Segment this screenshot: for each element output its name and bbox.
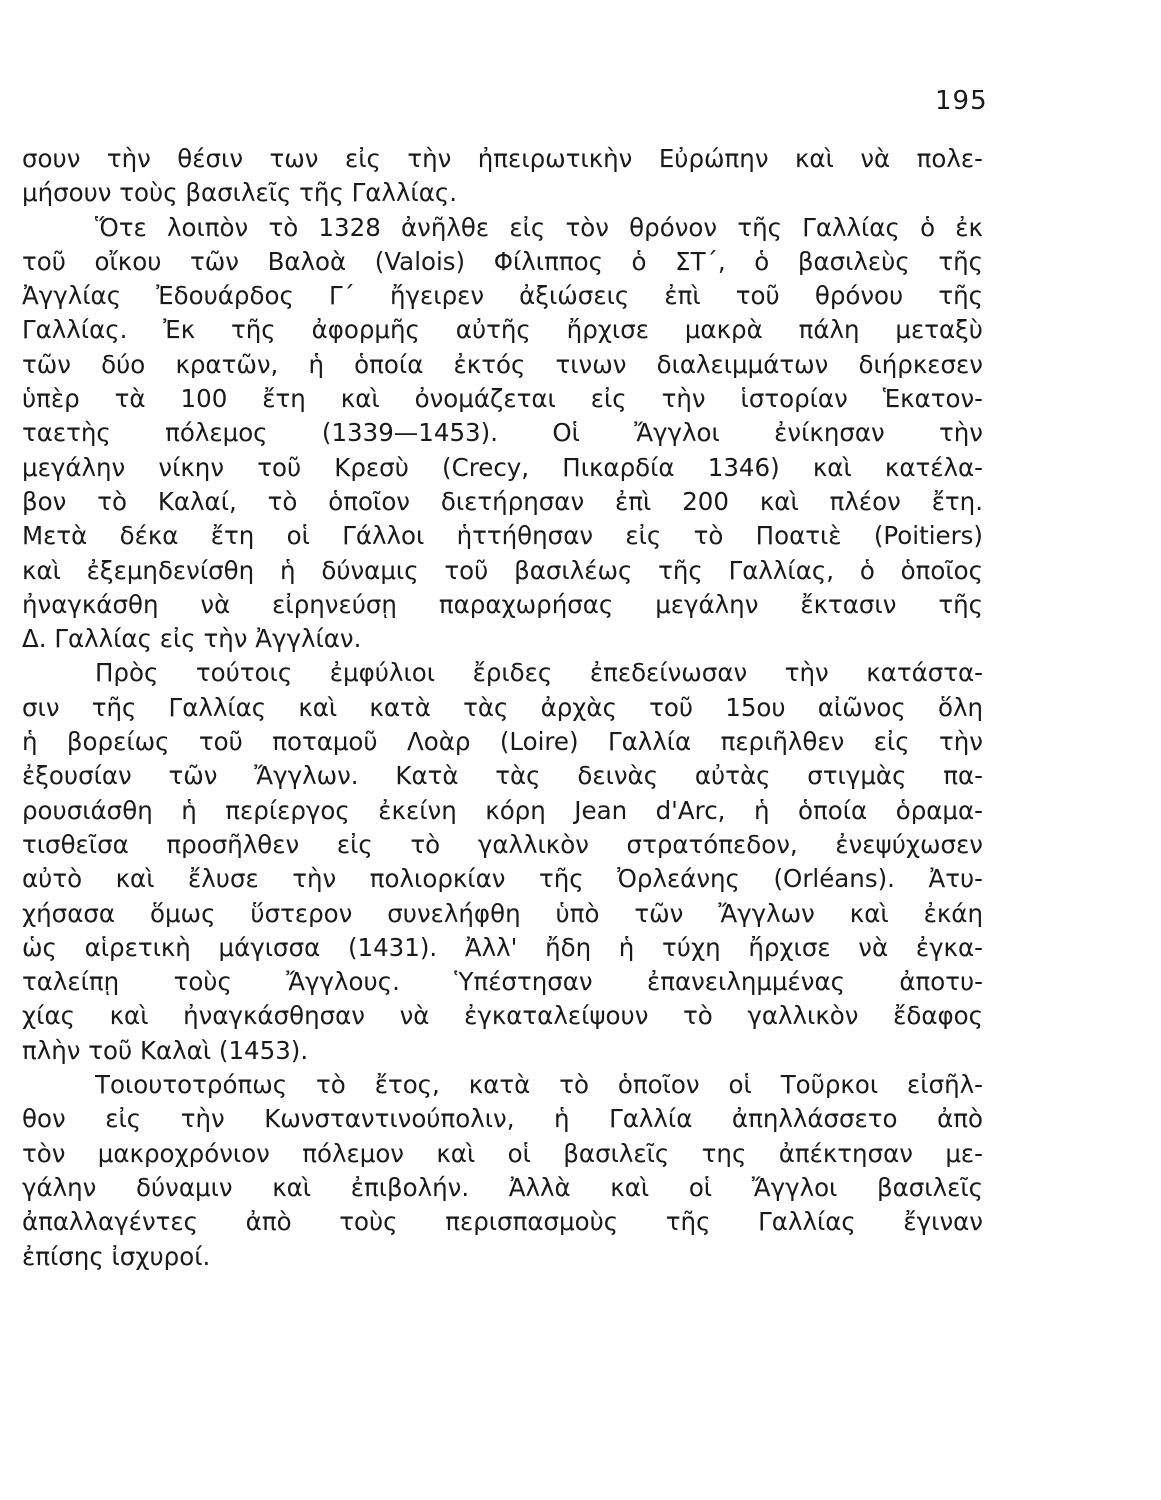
text-line-content: Ἀγγλίας Ἐδουάρδος Γ΄ ἤγειρεν ἀξιώσεις ἐπὶ τοῦ θρόνου τῆς [22,281,983,311]
text-line-content: ἀπαλλαγέντες ἀπὸ τοὺς περισπασμοὺς τῆς Γαλλίας ἔγιναν [22,1207,983,1237]
text-line [0,348,1161,382]
text-line [0,794,1161,828]
text-line-content: ἐπίσης ἰσχυροί. [22,1241,211,1271]
text-line-content: γάλην δύναμιν καὶ ἐπιβολήν. Ἀλλὰ καὶ οἱ Ἄγγλοι βασιλεῖς [22,1172,983,1202]
text-line [0,176,1161,210]
text-line [0,313,1161,347]
text-line [0,416,1161,450]
text-line [0,279,1161,313]
text-line-content: Γαλλίας. Ἐκ τῆς ἀφορμῆς αὐτῆς ἤρχισε μακρὰ πάλη μεταξὺ [22,315,983,345]
text-line [0,211,1161,245]
text-line [0,931,1161,965]
text-line [0,965,1161,999]
text-line [0,622,1161,656]
text-line-content: τισθεῖσα προσῆλθεν εἰς τὸ γαλλικὸν στρατόπεδον, ἐνεψύχωσεν [22,829,983,859]
text-line [0,485,1161,519]
text-line-content: μεγάλην νίκην τοῦ Κρεσὺ (Crecy, Πικαρδία 1346) καὶ κατέλα- [22,452,983,482]
text-line [0,1137,1161,1171]
text-line [0,828,1161,862]
text-line [0,656,1161,690]
text-line [0,1240,1161,1274]
text-line-content: ἡ βορείως τοῦ ποταμοῦ Λοὰρ (Loire) Γαλλία περιῆλθεν εἰς τὴν [22,727,983,757]
text-line-content: ἐξουσίαν τῶν Ἄγγλων. Κατὰ τὰς δεινὰς αὐτὰς στιγμὰς πα- [22,761,983,791]
text-line [0,691,1161,725]
text-line-content: Πρὸς τούτοις ἐμφύλιοι ἔριδες ἐπεδείνωσαν τὴν κατάστα- [95,658,983,688]
page-number: 195 [935,86,988,116]
text-line-content: τὸν μακροχρόνιον πόλεμον καὶ οἱ βασιλεῖς της ἀπέκτησαν με- [22,1138,983,1168]
text-line [0,142,1161,176]
text-line-content: σιν τῆς Γαλλίας καὶ κατὰ τὰς ἀρχὰς τοῦ 15ου αἰῶνος ὅλη [22,692,983,722]
text-line-content: ἠναγκάσθη νὰ εἰρηνεύσῃ παραχωρήσας μεγάλην ἔκτασιν τῆς [22,589,983,619]
text-line-content: χήσασα ὅμως ὕστερον συνελήφθη ὑπὸ τῶν Ἄγγλων καὶ ἐκάη [22,898,983,928]
text-line [0,588,1161,622]
text-line [0,759,1161,793]
text-line [0,519,1161,553]
text-line [0,1171,1161,1205]
text-line-content: Τοιουτοτρόπως τὸ ἔτος, κατὰ τὸ ὁποῖον οἱ Τοῦρκοι εἰσῆλ- [95,1070,983,1100]
text-line-content: τῶν δύο κρατῶν, ἡ ὁποία ἐκτός τινων διαλειμμάτων διήρκεσεν [22,349,983,379]
text-line-content: χίας καὶ ἠναγκάσθησαν νὰ ἐγκαταλείψουν τὸ γαλλικὸν ἔδαφος [22,1001,983,1031]
text-line-content: ρουσιάσθη ἡ περίεργος ἐκείνη κόρη Jean d'Arc, ἡ ὁποία ὁραμα- [22,795,983,825]
text-line [0,451,1161,485]
text-line-content: ταλείπῃ τοὺς Ἄγγλους. Ὑπέστησαν ἐπανειλημμένας ἀποτυ- [22,967,983,997]
text-line-content: βον τὸ Καλαί, τὸ ὁποῖον διετήρησαν ἐπὶ 200 καὶ πλέον ἔτη. [22,486,983,516]
text-line [0,1068,1161,1102]
text-line-content: Μετὰ δέκα ἔτη οἱ Γάλλοι ἡττήθησαν εἰς τὸ Ποατιὲ (Poitiers) [22,521,983,551]
text-line-content: ὡς αἱρετικὴ μάγισσα (1431). Ἀλλ' ἤδη ἡ τύχη ἤρχισε νὰ ἐγκα- [22,932,983,962]
text-line [0,897,1161,931]
text-line-content: ταετὴς πόλεμος (1339—1453). Οἱ Ἄγγλοι ἐνίκησαν τὴν [22,418,983,448]
text-line [0,382,1161,416]
text-line [0,1205,1161,1239]
text-line-content: Δ. Γαλλίας εἰς τὴν Ἀγγλίαν. [22,624,362,654]
text-line [0,245,1161,279]
text-line [0,725,1161,759]
text-line [0,999,1161,1033]
text-line-content: μήσουν τοὺς βασιλεῖς τῆς Γαλλίας. [22,178,458,208]
text-line [0,862,1161,896]
text-line-content: ὑπὲρ τὰ 100 ἔτη καὶ ὀνομάζεται εἰς τὴν ἱστορίαν Ἑκατον- [22,384,983,414]
text-line [0,1034,1161,1068]
text-line [0,1102,1161,1136]
text-line [0,554,1161,588]
text-line-content: αὐτὸ καὶ ἔλυσε τὴν πολιορκίαν τῆς Ὀρλεάνης (Orléans). Ἀτυ- [22,864,983,894]
body-text [0,142,1161,1274]
text-line-content: Ὅτε λοιπὸν τὸ 1328 ἀνῆλθε εἰς τὸν θρόνον τῆς Γαλλίας ὁ ἐκ [95,212,983,242]
text-line-content: θον εἰς τὴν Κωνσταντινούπολιν, ἡ Γαλλία ἀπηλλάσσετο ἀπὸ [22,1104,983,1134]
text-line-content: καὶ ἐξεμηδενίσθη ἡ δύναμις τοῦ βασιλέως τῆς Γαλλίας, ὁ ὁποῖος [22,555,983,585]
text-line-content: τοῦ οἴκου τῶν Βαλοὰ (Valois) Φίλιππος ὁ ΣΤ΄, ὁ βασιλεὺς τῆς [22,246,983,276]
text-line-content: πλὴν τοῦ Καλαὶ (1453). [22,1035,309,1065]
text-line-content: σουν τὴν θέσιν των εἰς τὴν ἠπειρωτικὴν Εὐρώπην καὶ νὰ πολε- [22,144,983,173]
